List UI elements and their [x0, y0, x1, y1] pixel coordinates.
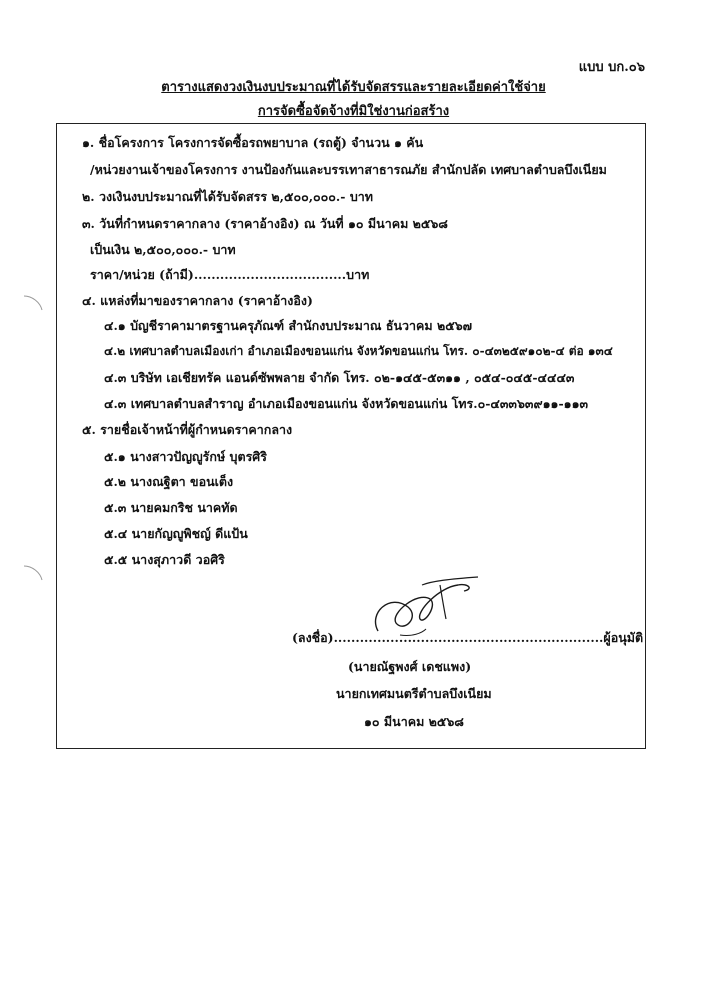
- item4-source: ๔.๑ บัญชีราคามาตรฐานครุภัณฑ์ สำนักงบประมาณ ธันวาคม ๒๕๖๗: [104, 318, 473, 333]
- scan-mark: [22, 292, 46, 314]
- official-name: ๕.๕ นางสุภาวดี วอศิริ: [104, 552, 225, 567]
- signature-line: (ลงชื่อ)..............................................................ผู้อนุมัติ: [292, 630, 644, 645]
- signer-name: (นายณัฐพงศ์ เดชแพง): [348, 659, 472, 674]
- document-subtitle: การจัดซื้อจัดจ้างที่มิใช่งานก่อสร้าง: [257, 104, 450, 119]
- item4-source: ๔.๓ บริษัท เอเชียทรัค แอนด์ซัพพลาย จำกัด โทร. ๐๒-๑๔๕-๕๓๑๑ , ๐๕๔-๐๔๕-๔๔๔๓: [104, 370, 575, 385]
- item2-budget: ๒. วงเงินงบประมาณที่ได้รับจัดสรร ๒,๕๐๐,๐๐๐.- บาท: [82, 189, 374, 204]
- item4-source: ๔.๓ เทศบาลตำบลสำราญ อำเภอเมืองขอนแก่น จังหวัดขอนแก่น โทร.๐-๔๓๓๖๓๙๑๑-๑๑๓: [104, 396, 589, 411]
- signature-date: ๑๐ มีนาคม ๒๕๖๘: [364, 714, 464, 729]
- official-name: ๕.๑ นางสาวปัญญูรักษ์ บุตรศิริ: [104, 449, 267, 464]
- form-code: แบบ บก.๐๖: [578, 60, 645, 75]
- item3-amount: เป็นเงิน ๒,๕๐๐,๐๐๐.- บาท: [90, 242, 236, 257]
- official-name: ๕.๔ นายกัญญูพิชญ์ ดีแป้น: [104, 526, 248, 541]
- official-name: ๕.๒ นางณฐิตา ขอนเต็ง: [104, 474, 234, 489]
- item4-source: ๔.๒ เทศบาลตำบลเมืองเก่า อำเภอเมืองขอนแก่น จังหวัดขอนแก่น โทร. ๐-๔๓๒๕๙๑๐๒-๔ ต่อ ๑๓๔: [104, 344, 613, 358]
- item3-reference-date: ๓. วันที่กำหนดราคากลาง (ราคาอ้างอิง) ณ วันที่ ๑๐ มีนาคม ๒๕๖๘: [82, 216, 448, 231]
- scan-mark: [22, 562, 46, 584]
- item1-project-name: ๑. ชื่อโครงการ โครงการจัดซื้อรถพยาบาล (รถตู้) จำนวน ๑ คัน: [82, 135, 424, 150]
- document-title: ตารางแสดงวงเงินงบประมาณที่ได้รับจัดสรรและรายละเอียดค่าใช้จ่าย: [161, 80, 546, 95]
- item1-owner-unit: /หน่วยงานเจ้าของโครงการ งานป้องกันและบรรเทาสาธารณภัย สำนักปลัด เทศบาลตำบลบึงเนียม: [90, 162, 607, 177]
- official-name: ๕.๓ นายคมกริช นาคทัด: [104, 500, 238, 515]
- item5-heading: ๕. รายชื่อเจ้าหน้าที่ผู้กำหนดราคากลาง: [82, 422, 293, 437]
- item3-unit-price: ราคา/หน่วย (ถ้ามี)...................................บาท: [90, 267, 370, 282]
- item4-heading: ๔. แหล่งที่มาของราคากลาง (ราคาอ้างอิง): [82, 293, 313, 308]
- signer-position: นายกเทศมนตรีตำบลบึงเนียม: [336, 686, 492, 701]
